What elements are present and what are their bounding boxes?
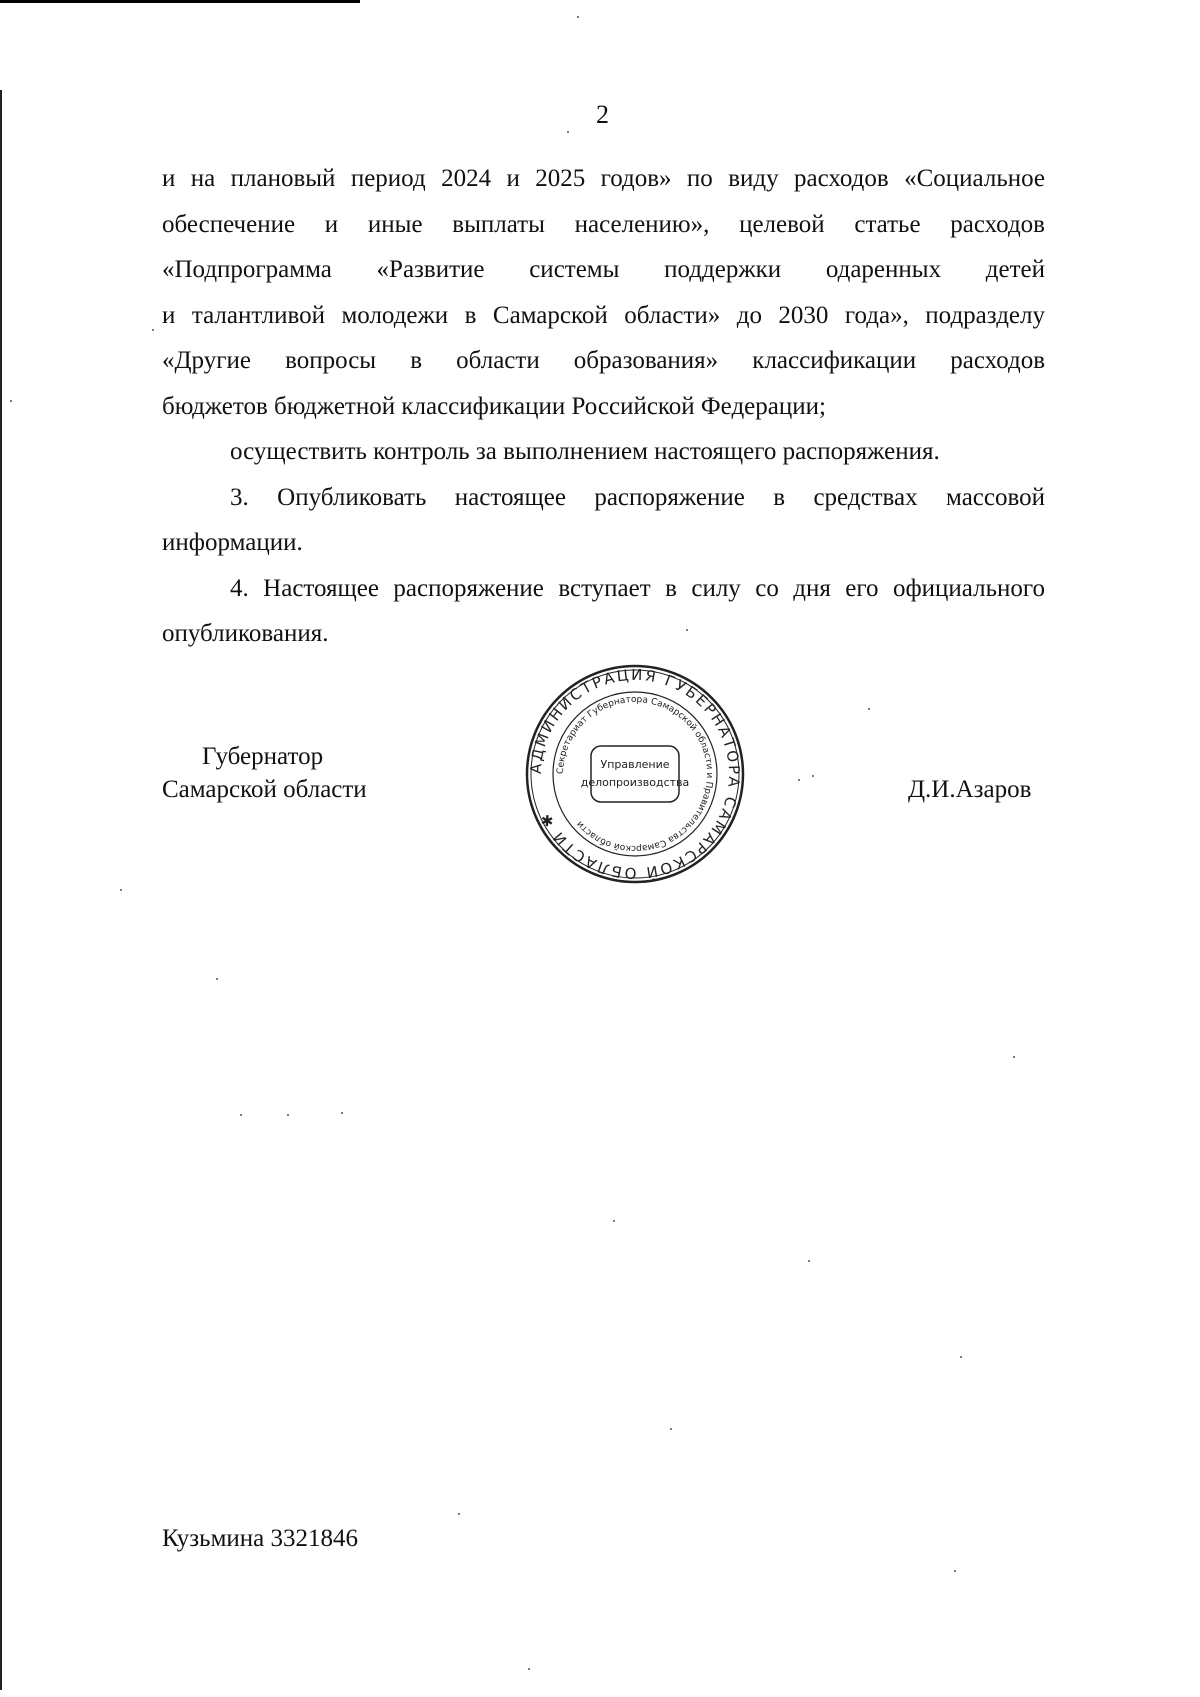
effect-paragraph-line: опубликования. — [162, 620, 329, 647]
scan-speck — [613, 1220, 615, 1222]
signatory-name: Д.И.Азаров — [908, 776, 1032, 803]
scan-speck — [808, 1260, 810, 1262]
scan-speck — [120, 889, 122, 891]
scan-speck — [528, 1668, 530, 1670]
publish-paragraph-line: информации. — [162, 529, 303, 556]
stamp-inner-text: Секретариат Губернатора Самарской области и Правительства Самарской области — [555, 694, 715, 854]
scan-speck — [10, 400, 12, 402]
scan-speck — [240, 1114, 242, 1116]
scan-speck — [577, 16, 579, 18]
scan-speck — [868, 708, 870, 710]
executor-contact: Кузьмина 3321846 — [162, 1525, 358, 1552]
stamp-center-line1: Управление — [600, 758, 670, 771]
document-body — [162, 156, 1045, 657]
scan-speck — [216, 978, 218, 980]
signatory-title: Губернатор — [202, 743, 324, 770]
body-line: обеспечение и иные выплаты населению», целевой статье расходов — [162, 210, 1045, 238]
official-stamp — [523, 662, 747, 886]
body-line: бюджетов бюджетной классификации Российской Федерации; — [162, 392, 826, 420]
scan-speck — [287, 1114, 289, 1116]
stamp-outer-text: АДМИНИСТРАЦИЯ ГУБЕРНАТОРА САМАРСКОЙ ОБЛАСТИ ✱ — [526, 665, 744, 883]
scan-border-left — [0, 90, 2, 1690]
signatory-position — [162, 740, 367, 806]
scan-speck — [152, 329, 154, 331]
scan-speck — [954, 1570, 956, 1572]
scan-speck — [670, 1428, 672, 1430]
scan-speck — [1013, 1056, 1015, 1058]
body-line: и на плановый период 2024 и 2025 годов» по виду расходов «Социальное — [162, 165, 1045, 192]
scan-speck — [341, 1112, 343, 1114]
body-line: «Подпрограмма «Развитие системы поддержки одаренных детей — [162, 256, 1045, 283]
control-paragraph: осуществить контроль за выполнением настоящего распоряжения. — [230, 438, 940, 465]
scan-speck — [960, 1356, 962, 1358]
body-line: и талантливой молодежи в Самарской области» до 2030 года», подразделу — [162, 301, 1045, 329]
body-line: «Другие вопросы в области образования» классификации расходов — [162, 347, 1045, 374]
effect-paragraph-line: 4. Настоящее распоряжение вступает в силу со дня его официального — [230, 574, 1045, 602]
scan-speck — [458, 1513, 460, 1515]
page-number: 2 — [596, 100, 609, 129]
scan-speck — [812, 775, 814, 777]
scan-border-top — [0, 0, 360, 3]
publish-paragraph-line: 3. Опубликовать настоящее распоряжение в средствах массовой — [230, 483, 1045, 511]
signatory-region: Самарской области — [162, 776, 367, 803]
scan-speck — [798, 779, 800, 781]
stamp-center-line2: делопроизводства — [580, 776, 690, 789]
scan-speck — [567, 131, 569, 133]
